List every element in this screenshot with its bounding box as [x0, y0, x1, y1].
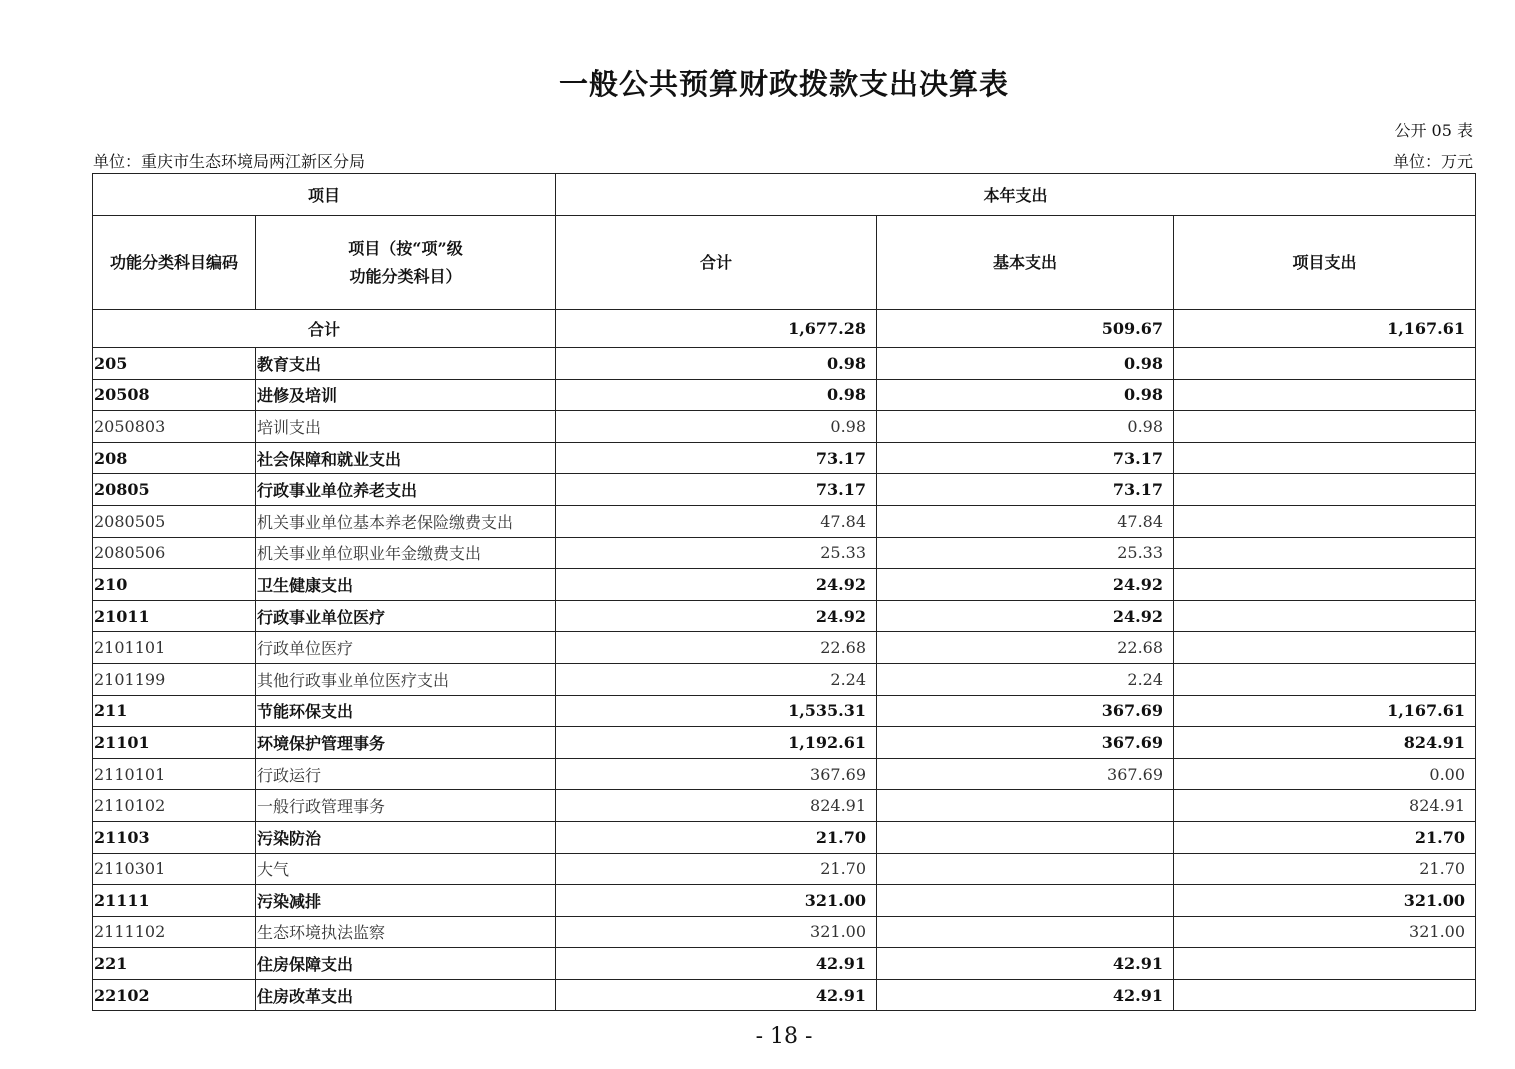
table-row	[93, 474, 1476, 506]
page-number: - 18 -	[755, 1024, 813, 1049]
row-project	[1174, 474, 1476, 506]
row-name: 环境保护管理事务	[256, 727, 556, 759]
row-project	[1174, 569, 1476, 601]
row-basic: 22.68	[877, 632, 1174, 664]
header-name-line1: 项目（按“项”级	[348, 238, 463, 258]
row-code: 20508	[93, 379, 256, 411]
row-project	[1174, 663, 1476, 695]
header-project: 项目支出	[1174, 216, 1476, 310]
table-row	[93, 695, 1476, 727]
row-name: 住房保障支出	[256, 948, 556, 980]
row-name: 污染减排	[256, 885, 556, 917]
row-total: 47.84	[556, 505, 877, 537]
table-row	[93, 885, 1476, 917]
table-row	[93, 537, 1476, 569]
header-code: 功能分类科目编码	[93, 216, 256, 310]
row-name: 生态环境执法监察	[256, 916, 556, 948]
row-basic: 367.69	[877, 758, 1174, 790]
row-name: 教育支出	[256, 348, 556, 380]
row-total: 0.98	[556, 411, 877, 443]
row-project	[1174, 979, 1476, 1011]
expenditure-table	[92, 173, 1476, 1011]
row-code: 2080505	[93, 505, 256, 537]
row-basic	[877, 916, 1174, 948]
row-code: 21103	[93, 821, 256, 853]
row-code: 2111102	[93, 916, 256, 948]
row-project	[1174, 348, 1476, 380]
row-code: 20805	[93, 474, 256, 506]
row-total: 0.98	[556, 348, 877, 380]
row-total: 21.70	[556, 853, 877, 885]
header-item: 项目	[93, 174, 556, 216]
row-project: 21.70	[1174, 821, 1476, 853]
row-basic	[877, 885, 1174, 917]
page-title: 一般公共预算财政拨款支出决算表	[558, 67, 1009, 101]
row-project	[1174, 505, 1476, 537]
row-total: 1,192.61	[556, 727, 877, 759]
row-project: 321.00	[1174, 885, 1476, 917]
row-project	[1174, 537, 1476, 569]
total-amount: 1,677.28	[556, 310, 877, 348]
header-name-line2: 功能分类科目）	[349, 266, 462, 286]
row-basic	[877, 790, 1174, 822]
row-name: 进修及培训	[256, 379, 556, 411]
table-row	[93, 758, 1476, 790]
row-code: 2110102	[93, 790, 256, 822]
table-row	[93, 411, 1476, 443]
row-total: 321.00	[556, 916, 877, 948]
row-code: 21101	[93, 727, 256, 759]
row-code: 2110301	[93, 853, 256, 885]
row-name: 大气	[256, 853, 556, 885]
table-row	[93, 348, 1476, 380]
row-project: 824.91	[1174, 727, 1476, 759]
row-total: 367.69	[556, 758, 877, 790]
row-name: 行政事业单位医疗	[256, 600, 556, 632]
header-basic: 基本支出	[877, 216, 1174, 310]
row-project	[1174, 442, 1476, 474]
table-row	[93, 948, 1476, 980]
table-row	[93, 379, 1476, 411]
table-row	[93, 821, 1476, 853]
row-name: 污染防治	[256, 821, 556, 853]
row-name: 机关事业单位职业年金缴费支出	[256, 537, 556, 569]
row-basic	[877, 821, 1174, 853]
row-total: 42.91	[556, 948, 877, 980]
row-project: 1,167.61	[1174, 695, 1476, 727]
row-project	[1174, 600, 1476, 632]
total-row	[93, 310, 1476, 348]
row-code: 211	[93, 695, 256, 727]
total-basic: 509.67	[877, 310, 1174, 348]
row-basic: 24.92	[877, 569, 1174, 601]
row-total: 21.70	[556, 821, 877, 853]
row-basic: 24.92	[877, 600, 1174, 632]
row-basic: 42.91	[877, 948, 1174, 980]
currency-unit: 单位：万元	[1392, 152, 1473, 171]
row-total: 42.91	[556, 979, 877, 1011]
header-total: 合计	[556, 216, 877, 310]
row-project	[1174, 411, 1476, 443]
row-code: 210	[93, 569, 256, 601]
row-total: 2.24	[556, 663, 877, 695]
row-name: 住房改革支出	[256, 979, 556, 1011]
row-total: 321.00	[556, 885, 877, 917]
row-basic: 0.98	[877, 348, 1174, 380]
row-total: 25.33	[556, 537, 877, 569]
table-row	[93, 790, 1476, 822]
row-basic: 2.24	[877, 663, 1174, 695]
table-row	[93, 727, 1476, 759]
row-basic: 367.69	[877, 727, 1174, 759]
row-total: 24.92	[556, 600, 877, 632]
reporting-unit: 单位：重庆市生态环境局两江新区分局	[93, 152, 366, 171]
total-label: 合计	[93, 310, 556, 348]
row-name: 行政事业单位养老支出	[256, 474, 556, 506]
row-basic: 0.98	[877, 379, 1174, 411]
row-total: 0.98	[556, 379, 877, 411]
table-row	[93, 663, 1476, 695]
row-code: 2050803	[93, 411, 256, 443]
form-number: 公开 05 表	[1394, 121, 1473, 140]
row-code: 2080506	[93, 537, 256, 569]
row-basic: 73.17	[877, 442, 1174, 474]
table-row	[93, 979, 1476, 1011]
row-total: 824.91	[556, 790, 877, 822]
row-name: 行政运行	[256, 758, 556, 790]
row-basic: 0.98	[877, 411, 1174, 443]
row-name: 卫生健康支出	[256, 569, 556, 601]
row-project: 824.91	[1174, 790, 1476, 822]
row-code: 22102	[93, 979, 256, 1011]
row-total: 73.17	[556, 442, 877, 474]
row-basic: 73.17	[877, 474, 1174, 506]
table-row	[93, 442, 1476, 474]
row-name: 节能环保支出	[256, 695, 556, 727]
row-code: 2110101	[93, 758, 256, 790]
row-total: 24.92	[556, 569, 877, 601]
row-code: 221	[93, 948, 256, 980]
row-basic: 47.84	[877, 505, 1174, 537]
table-row	[93, 505, 1476, 537]
row-name: 社会保障和就业支出	[256, 442, 556, 474]
row-name: 一般行政管理事务	[256, 790, 556, 822]
total-project: 1,167.61	[1174, 310, 1476, 348]
row-code: 205	[93, 348, 256, 380]
row-code: 21011	[93, 600, 256, 632]
row-code: 2101101	[93, 632, 256, 664]
row-code: 21111	[93, 885, 256, 917]
row-basic: 25.33	[877, 537, 1174, 569]
row-name: 行政单位医疗	[256, 632, 556, 664]
table-row	[93, 600, 1476, 632]
row-code: 2101199	[93, 663, 256, 695]
row-name: 其他行政事业单位医疗支出	[256, 663, 556, 695]
header-current-year: 本年支出	[556, 174, 1476, 216]
row-total: 22.68	[556, 632, 877, 664]
table-row	[93, 916, 1476, 948]
header-name	[256, 216, 556, 310]
row-total: 1,535.31	[556, 695, 877, 727]
row-project: 21.70	[1174, 853, 1476, 885]
row-project	[1174, 379, 1476, 411]
row-basic: 42.91	[877, 979, 1174, 1011]
row-project: 321.00	[1174, 916, 1476, 948]
table-row	[93, 569, 1476, 601]
row-name: 培训支出	[256, 411, 556, 443]
row-project	[1174, 948, 1476, 980]
table-row	[93, 853, 1476, 885]
row-project: 0.00	[1174, 758, 1476, 790]
table-row	[93, 632, 1476, 664]
row-project	[1174, 632, 1476, 664]
row-name: 机关事业单位基本养老保险缴费支出	[256, 505, 556, 537]
row-basic: 367.69	[877, 695, 1174, 727]
row-basic	[877, 853, 1174, 885]
row-total: 73.17	[556, 474, 877, 506]
row-code: 208	[93, 442, 256, 474]
